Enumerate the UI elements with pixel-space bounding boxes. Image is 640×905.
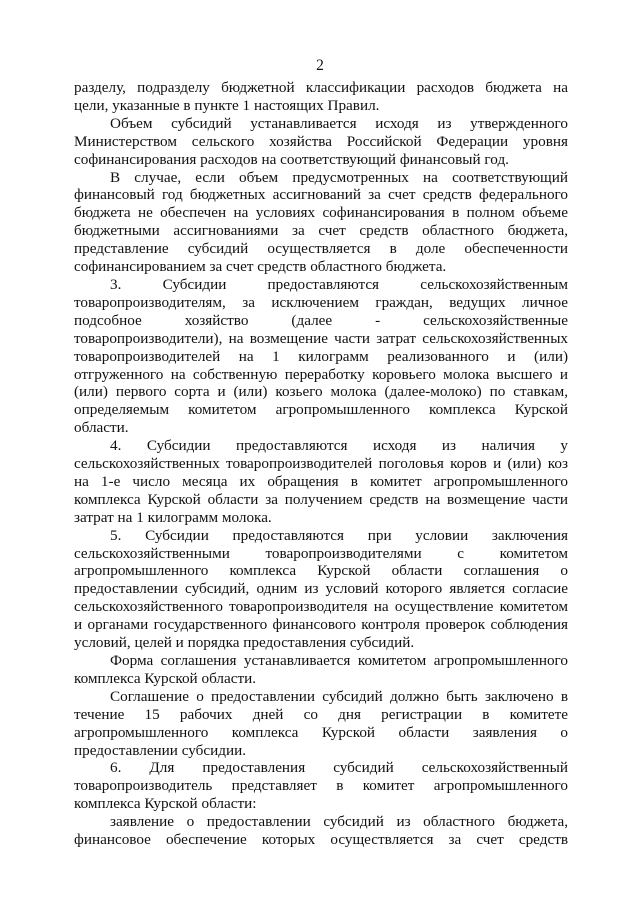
paragraph-agreement-form <box>74 652 568 688</box>
text-line: комплекса Курской области: <box>74 795 257 813</box>
text-line: на 1-е число месяца их обращения в комитет агропромышленного <box>74 472 568 490</box>
text-line: (или) первого сорта и (или) козьего молока (далее-молоко) по ставкам, <box>74 383 568 401</box>
text-line: представление субсидий осуществляется в доле обеспеченности <box>74 240 568 258</box>
text-line: предоставлении субсидии. <box>74 741 247 759</box>
text-line: комплекса Курской области. <box>74 669 257 687</box>
paragraph-item-4 <box>74 437 568 527</box>
text-line: финансовое обеспечение которых осуществляется за счет средств <box>74 831 568 849</box>
text-line: сельскохозяйственных товаропроизводителей поголовья коров и (или) коз <box>74 455 568 473</box>
text-line: Министерством сельского хозяйства Российской Федерации уровня <box>74 132 568 150</box>
text-line: подсобное хозяйство (далее - сельскохозяйственные <box>74 311 568 329</box>
text-line: товаропроизводителей на 1 килограмм реализованного и (или) <box>74 347 568 365</box>
text-line: комплекса Курской области за получением средств на возмещение части <box>74 490 568 508</box>
text-line: товаропроизводителям, за исключением граждан, ведущих личное <box>74 293 568 311</box>
paragraph-cofinancing-case <box>74 169 568 276</box>
text-line: Форма соглашения устанавливается комитетом агропромышленного <box>110 652 568 669</box>
paragraph-budget-classification <box>74 79 568 115</box>
text-line: условий, целей и порядка предоставления субсидий. <box>74 634 415 652</box>
text-line: товаропроизводители), на возмещение части затрат сельскохозяйственных <box>74 329 568 347</box>
text-line: агропромышленного комплекса Курской области заявления о <box>74 723 568 741</box>
text-line: софинансирования расходов на соответствующий финансовый год. <box>74 150 509 168</box>
document-body <box>74 79 568 849</box>
paragraph-subsidy-volume <box>74 115 568 169</box>
text-line: товаропроизводитель представляет в комитет агропромышленного <box>74 777 568 795</box>
text-line: софинансированием за счет средств областного бюджета. <box>74 258 447 276</box>
text-line: цели, указанные в пункте 1 настоящих Правил. <box>74 96 380 114</box>
text-line: определяемым комитетом агропромышленного комплекса Курской <box>74 401 568 419</box>
paragraph-item-6 <box>74 759 568 813</box>
text-line: бюджетными ассигнованиями за счет средств областного бюджета, <box>74 222 568 240</box>
text-line: затрат на 1 килограмм молока. <box>74 508 272 526</box>
paragraph-application <box>74 813 568 849</box>
text-line: 3. Субсидии предоставляются сельскохозяйственным <box>110 275 568 293</box>
text-line: бюджета не обеспечен на условиях софинансирования в полном объеме <box>74 204 568 222</box>
paragraph-item-5 <box>74 527 568 652</box>
text-line: сельскохозяйственного товаропроизводителя на осуществление комитетом <box>74 598 568 616</box>
text-line: финансовый год бюджетных ассигнований за счет средств федерального <box>74 186 568 204</box>
text-line: Соглашение о предоставлении субсидий должно быть заключено в <box>110 687 568 705</box>
paragraph-item-3 <box>74 276 568 437</box>
text-line: области. <box>74 419 129 437</box>
text-line: 6. Для предоставления субсидий сельскохозяйственный <box>110 759 568 777</box>
text-line: В случае, если объем предусмотренных на соответствующий <box>110 168 568 186</box>
text-line: агропромышленного комплекса Курской области соглашения о <box>74 562 568 580</box>
text-line: отгруженного на собственную переработку коровьего молока высшего и <box>74 365 568 383</box>
text-line: разделу, подразделу бюджетной классификации расходов бюджета на <box>74 79 568 96</box>
paragraph-agreement-term <box>74 688 568 760</box>
text-line: течение 15 рабочих дней со дня регистрации в комитете <box>74 705 568 723</box>
text-line: 4. Субсидии предоставляются исходя из наличия у <box>110 437 568 455</box>
text-line: и органами государственного финансового контроля проверок соблюдения <box>74 616 568 634</box>
text-line: предоставлении субсидий, одним из условий которого является согласие <box>74 580 568 598</box>
text-line: 5. Субсидии предоставляются при условии заключения <box>110 526 568 544</box>
text-line: Объем субсидий устанавливается исходя из утвержденного <box>110 114 568 132</box>
page-number: 2 <box>316 57 324 74</box>
text-line: сельскохозяйственными товаропроизводителями с комитетом <box>74 544 568 562</box>
text-line: заявление о предоставлении субсидий из областного бюджета, <box>110 813 568 831</box>
